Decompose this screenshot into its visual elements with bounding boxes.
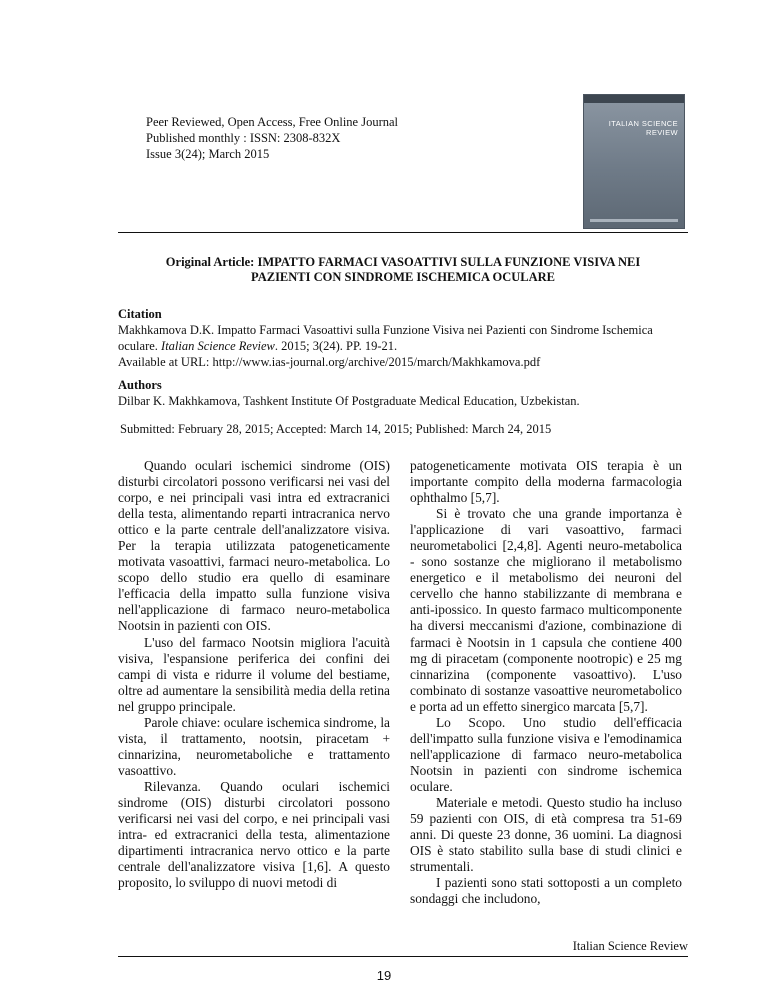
footer-divider (118, 956, 688, 957)
authors-heading: Authors (118, 378, 162, 392)
paragraph: Si è trovato che una grande importanza è l'applicazione di vari vasoattivo, farmaci neurometabolici [2,4,8]. Agenti neuro-metabolica - sono sostanze che migliorano il metabolismo energetico e il metabolismo dei neuroni del cervello che hanno stabilizzante di membrana e anti-ipossico. In questo farmaco multicomponente ha diversi meccanismi d'azione, combinazione di farmaci è Nootsin in 1 capsula che contiene 400 mg di piracetam (componente nootropic) e 25 mg cinnarizina (componente vasoattivo). L'uso combinato di sostanze vasoattive neurometabolico e porta ad un effetto sinergico marcata [5,7]. (410, 506, 682, 714)
paragraph: I pazienti sono stati sottoposti a un completo sondaggi che includono, (410, 875, 682, 907)
header-divider (118, 232, 688, 233)
citation-authors-title: Makhkamova D.K. Impatto Farmaci Vasoattivi sulla Funzione Visiva nei Pazienti con Sindrome Ischemica oculare. (118, 323, 653, 353)
article-title-line1: IMPATTO FARMACI VASOATTIVI SULLA FUNZIONE VISIVA NEI (257, 255, 641, 269)
body-column-left (118, 458, 390, 891)
citation-details: . 2015; 3(24). PP. 19-21. (274, 339, 398, 353)
paragraph: Parole chiave: oculare ischemica sindrome, la vista, il trattamento, nootsin, piracetam + cinnarizina, neurometaboliche e trattamento vasoattivo. (118, 714, 390, 778)
footer-journal-name: Italian Science Review (572, 939, 688, 953)
citation-section (118, 306, 690, 370)
page-number: 19 (376, 968, 392, 983)
body-column-right (410, 458, 682, 907)
cover-title-line2: REVIEW (646, 128, 678, 137)
journal-tagline: Peer Reviewed, Open Access, Free Online Journal (146, 115, 399, 129)
paragraph: Materiale e metodi. Questo studio ha incluso 59 pazienti con OIS, di età compresa tra 51-69 anni. Di queste 23 donne, 36 uomini. La diagnosi OIS è stato stabilito sulla base di studi clinici e strumentali. (410, 794, 682, 875)
article-title-line2: PAZIENTI CON SINDROME ISCHEMICA OCULARE (251, 270, 555, 284)
citation-text (118, 322, 690, 354)
paragraph: Quando oculari ischemici sindrome (OIS) disturbi circolatori possono verificarsi nei vasi del corpo, e nei principali vasi intra ed extracranici della testa, alimentando reparti intracranica nervo ottico e la parte centrale dell'analizzatore visiva. Per la terapia utilizzata patogeneticamente motivata vasoattivi, farmaci neuro-metabolica. Lo scopo dello studio era quello di esaminare l'efficacia della impatto sulla funzione visiva nell'applicazione di farmaco neuro-metabolica Nootsin in pazienti con OIS. (118, 458, 390, 634)
authors-text: Dilbar K. Makhkamova, Tashkent Institute Of Postgraduate Medical Education, Uzbekistan. (118, 394, 580, 408)
paragraph: Rilevanza. Quando oculari ischemici sindrome (OIS) disturbi circolatori possono verificarsi nei vasi del corpo, e nei principali vasi intra- ed extracranici della testa, alimentazione dipartimenti intracranica nervo ottico e la parte centrale dell'analizzatore visiva [1,6]. A questo proposito, lo sviluppo di nuovi metodi di (118, 778, 390, 891)
cover-top-band (584, 95, 684, 103)
submission-dates: Submitted: February 28, 2015; Accepted: March 14, 2015; Published: March 24, 2015 (120, 422, 552, 436)
article-title (118, 255, 688, 285)
citation-url[interactable]: Available at URL: http://www.ias-journal.org/archive/2015/march/Makhkamova.pdf (118, 355, 541, 369)
paragraph: patogeneticamente motivata OIS terapia è un importante compito della moderna farmacologia ophthalmo [5,7]. (410, 458, 682, 506)
citation-journal: Italian Science Review (161, 339, 275, 353)
citation-heading: Citation (118, 307, 162, 321)
journal-header-info (146, 114, 398, 162)
cover-footer-band (590, 219, 678, 222)
journal-cover-image (584, 95, 684, 228)
journal-issue: Issue 3(24); March 2015 (146, 147, 270, 161)
article-label: Original Article: (165, 255, 255, 269)
paragraph: Lo Scopo. Uno studio dell'efficacia dell'impatto sulla funzione visiva e l'emodinamica nell'applicazione di farmaco neuro-metabolica Nootsin in pazienti con sindrome ischemica oculare. (410, 714, 682, 794)
authors-section (118, 377, 690, 409)
cover-title (590, 119, 678, 137)
journal-issn: Published monthly : ISSN: 2308-832X (146, 131, 341, 145)
paragraph: L'uso del farmaco Nootsin migliora l'acuità visiva, l'espansione periferica dei confini dei campi di vista e ridurre il volume del bestiame, oltre ad aumentare la sensibilità media della retina nel gruppo principale. (118, 634, 390, 714)
cover-title-line1: ITALIAN SCIENCE (608, 119, 678, 128)
